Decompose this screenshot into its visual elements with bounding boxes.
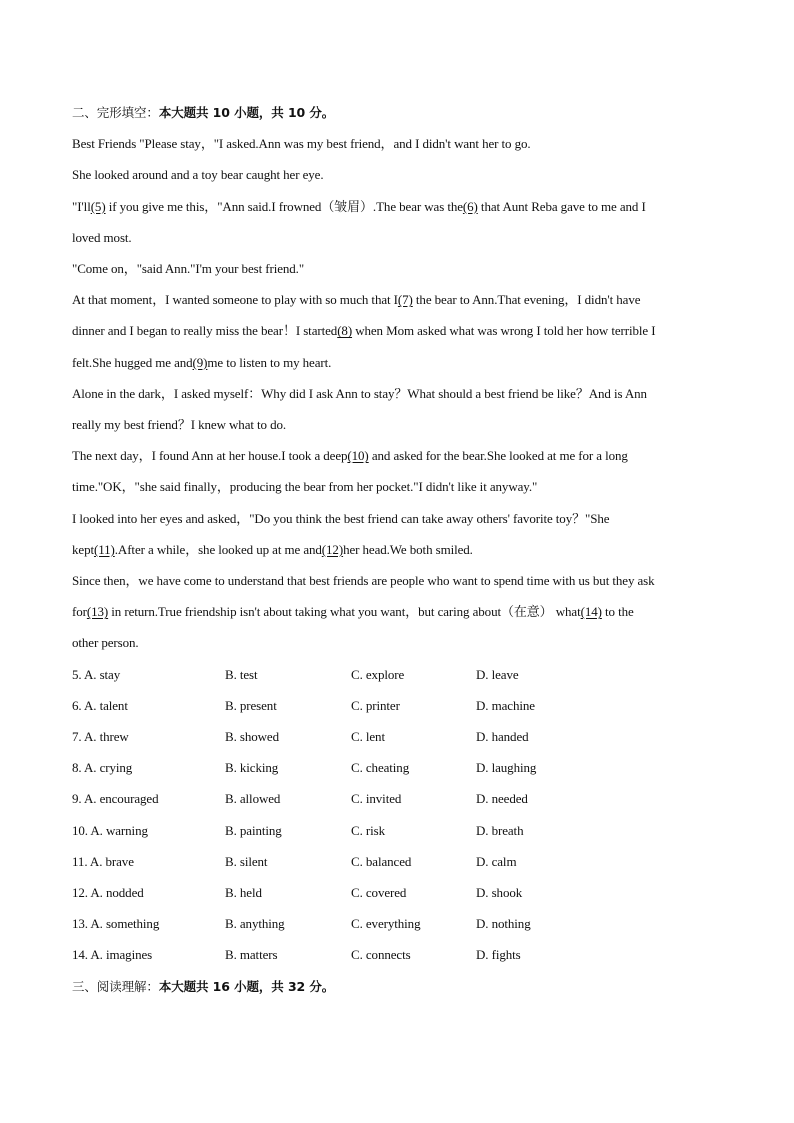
passage-line: Best Friends "Please stay，"I asked.Ann was my best friend，and I didn't want her to go. xyxy=(72,136,531,152)
option-b: B. present xyxy=(225,697,277,713)
option-d: D. shook xyxy=(476,885,523,901)
passage-line xyxy=(72,596,722,627)
option-b: B. kicking xyxy=(225,760,279,776)
passage-line: time."OK，"she said finally，producing the bear from her pocket."I didn't like it anyway." xyxy=(72,479,538,495)
option-d: D. needed xyxy=(476,791,528,807)
option-row xyxy=(72,908,722,939)
option-a: 6. A. talent xyxy=(72,697,128,713)
option-b: B. showed xyxy=(225,729,279,745)
option-row xyxy=(72,659,722,690)
passage-text: in return.True friendship isn't about taking what you want，but caring about（在意） what xyxy=(108,604,581,620)
passage-text: The next day，I found Ann at her house.I took a deep xyxy=(72,448,348,464)
option-a: 9. A. encouraged xyxy=(72,791,159,807)
option-b: B. test xyxy=(225,666,258,682)
passage-text: that Aunt Reba gave to me and I xyxy=(477,198,646,214)
option-row xyxy=(72,846,722,877)
passage-text: At that moment，I wanted someone to play with so much that I xyxy=(72,292,398,308)
passage-line xyxy=(72,284,722,315)
option-d: D. leave xyxy=(476,666,519,682)
passage-line: other person. xyxy=(72,635,139,651)
passage-text: felt.She hugged me and xyxy=(72,354,193,370)
blank-6: (6) xyxy=(462,198,478,214)
passage-text: dinner and I began to really miss the bear！I started xyxy=(72,323,338,339)
passage-line xyxy=(72,315,722,346)
option-c: C. risk xyxy=(351,822,385,838)
option-row xyxy=(72,815,722,846)
passage-line: I looked into her eyes and asked，"Do you think the best friend can take away others' favorite toy？"She xyxy=(72,510,610,526)
blank-5: (5) xyxy=(90,198,106,214)
option-a: 10. A. warning xyxy=(72,822,148,838)
option-b: B. allowed xyxy=(225,791,281,807)
document-page xyxy=(72,97,722,1002)
option-b: B. painting xyxy=(225,822,282,838)
option-d: D. nothing xyxy=(476,916,531,932)
option-b: B. silent xyxy=(225,853,268,869)
option-row xyxy=(72,721,722,752)
section-heading-prefix: 三、阅读理解： xyxy=(72,978,159,994)
option-d: D. laughing xyxy=(476,760,537,776)
option-b: B. held xyxy=(225,885,262,901)
section-heading-detail: 本大题共 16 小题，共 32 分。 xyxy=(158,978,335,994)
section-heading-prefix: 二、完形填空： xyxy=(72,105,159,120)
option-c: C. explore xyxy=(351,666,405,682)
blank-7: (7) xyxy=(397,292,413,308)
option-a: 12. A. nodded xyxy=(72,885,144,901)
passage-text: kept xyxy=(72,541,94,557)
option-a: 5. A. stay xyxy=(72,666,121,682)
passage-line: Alone in the dark，I asked myself：Why did I ask Ann to stay？What should a best friend be like？And is Ann xyxy=(72,385,647,401)
blank-8: (8) xyxy=(337,323,353,339)
blank-9: (9) xyxy=(192,354,208,370)
option-row xyxy=(72,690,722,721)
option-d: D. fights xyxy=(476,947,521,963)
option-d: D. machine xyxy=(476,697,535,713)
option-c: C. connects xyxy=(351,947,411,963)
passage-text: when Mom asked what was wrong I told her how terrible I xyxy=(352,323,656,339)
option-a: 8. A. crying xyxy=(72,760,133,776)
passage-line: She looked around and a toy bear caught her eye. xyxy=(72,167,324,183)
passage-line xyxy=(72,347,722,378)
passage-line: "Come on，"said Ann."I'm your best friend." xyxy=(72,261,305,277)
option-c: C. cheating xyxy=(351,760,410,776)
blank-13: (13) xyxy=(86,604,109,620)
option-row xyxy=(72,939,722,970)
passage-text: her head.We both smiled. xyxy=(343,541,473,557)
option-a: 14. A. imagines xyxy=(72,947,153,963)
passage-line: really my best friend？I knew what to do. xyxy=(72,417,287,433)
option-row xyxy=(72,877,722,908)
option-c: C. everything xyxy=(351,916,421,932)
option-c: C. invited xyxy=(351,791,402,807)
passage-line xyxy=(72,191,722,222)
passage-text: if you give me this，"Ann said.I frowned（皱眉）.The bear was the xyxy=(105,198,463,214)
passage-line xyxy=(72,440,722,471)
passage-line: Since then，we have come to understand that best friends are people who want to spend time with us but they ask xyxy=(72,573,655,589)
answer-options xyxy=(72,659,722,971)
blank-12: (12) xyxy=(321,541,344,557)
passage-line: loved most. xyxy=(72,229,132,245)
passage-text: "I'll xyxy=(72,198,91,214)
option-row xyxy=(72,783,722,814)
section-heading-cloze xyxy=(72,97,722,128)
option-d: D. calm xyxy=(476,853,517,869)
option-b: B. matters xyxy=(225,947,278,963)
option-a: 11. A. brave xyxy=(72,853,134,869)
option-row xyxy=(72,752,722,783)
option-a: 7. A. threw xyxy=(72,729,129,745)
section-heading-detail: 本大题共 10 小题，共 10 分。 xyxy=(158,105,335,120)
section-heading-reading xyxy=(72,971,722,1002)
cloze-passage xyxy=(72,128,722,658)
option-c: C. covered xyxy=(351,885,407,901)
passage-text: and asked for the bear.She looked at me for a long xyxy=(368,448,628,464)
option-a: 13. A. something xyxy=(72,916,160,932)
option-c: C. lent xyxy=(351,729,385,745)
passage-text: the bear to Ann.That evening，I didn't have xyxy=(412,292,641,308)
blank-10: (10) xyxy=(347,448,369,464)
blank-14: (14) xyxy=(580,604,602,620)
passage-text: me to listen to my heart. xyxy=(207,354,332,370)
passage-line xyxy=(72,534,722,565)
option-c: C. balanced xyxy=(351,853,412,869)
option-d: D. breath xyxy=(476,822,524,838)
option-c: C. printer xyxy=(351,697,400,713)
option-d: D. handed xyxy=(476,729,529,745)
passage-text: to the xyxy=(601,604,634,620)
passage-text: for xyxy=(72,604,87,620)
blank-11: (11) xyxy=(93,541,115,557)
option-b: B. anything xyxy=(225,916,285,932)
passage-text: .After a while，she looked up at me and xyxy=(114,541,322,557)
